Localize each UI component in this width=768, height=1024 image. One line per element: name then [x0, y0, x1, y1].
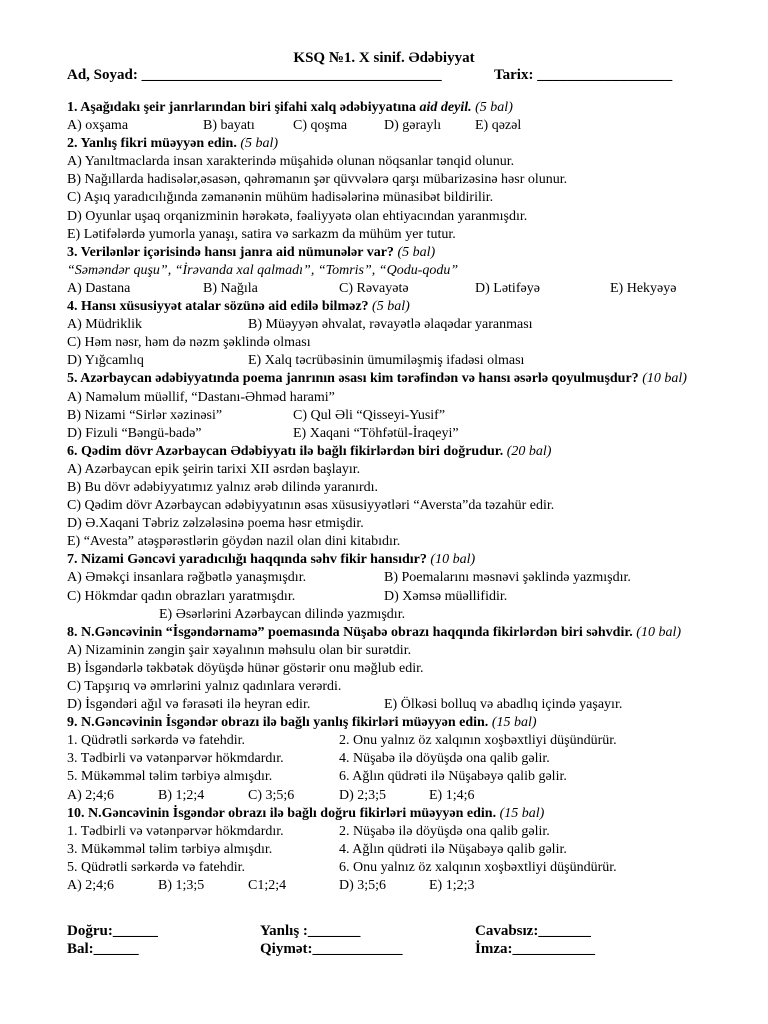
- question-2: [67, 135, 747, 153]
- question-points: (5 bal): [240, 136, 279, 152]
- option-c: C) qoşma: [293, 118, 348, 134]
- question-points: (20 bal): [506, 443, 552, 459]
- options-row: [67, 425, 747, 443]
- question-text: 10. N.Gəncəvinin İsgəndər obrazı ilə bağlı doğru fikirləri müəyyən edin.: [67, 805, 497, 821]
- statement-5: 5. Qüdrətli sərkərdə və fatehdir.: [67, 859, 246, 875]
- question-points: (5 bal): [372, 299, 410, 315]
- option-c: C) Rəvayətə: [339, 280, 409, 296]
- option-c: C) Qədim dövr Azərbaycan ədəbiyyatının əsas xüsusiyyətləri “Aversta”da təzahür edir.: [67, 498, 555, 514]
- statement-5: 5. Mükəmməl təlim tərbiyə almışdır.: [67, 769, 273, 785]
- signature-field: İmza:___________: [475, 941, 595, 957]
- question-8: [67, 624, 747, 642]
- option-d: D) Oyunlar uşaq orqanizminin hərəkətə, fəaliyyətə olan ehtiyacından yaranmışdır.: [67, 208, 528, 224]
- option-b: B) Nağıla: [203, 280, 258, 296]
- option-d: D) Ə.Xaqani Təbriz zəlzələsinə poema həsr etmişdir.: [67, 516, 364, 532]
- option-b: B) Poemalarını məsnəvi şəklində yazmışdır.: [384, 570, 631, 586]
- option-c: C) Qul Əli “Qisseyi-Yusif”: [293, 407, 446, 423]
- statements-row: [67, 823, 747, 841]
- option-b: B) 1;2;4: [158, 787, 205, 803]
- option-e: E) Xalq təcrübəsinin ümumiləşmiş ifadəsi olması: [248, 353, 525, 369]
- option-a: A) Əməkçi insanlara rəğbətlə yanaşmışdır.: [67, 570, 307, 586]
- option-a: A) Nizaminin zəngin şair xəyalının məhsulu olan bir surətdir.: [67, 642, 412, 658]
- option-a: A) Yanıltmaclarda insan xarakterində müşahidə olunan nöqsanlar tənqid olunur.: [67, 154, 515, 170]
- option-e: E) Lətifələrdə yumorla yanaşı, satira və sarkazm da mühüm yer tutur.: [67, 226, 456, 242]
- statement-3: 3. Mükəmməl təlim tərbiyə almışdır.: [67, 841, 273, 857]
- question-points: (10 bal): [636, 624, 681, 640]
- options-row: [67, 588, 747, 606]
- page-title: KSQ №1. X sinif. Ədəbiyyat: [293, 50, 475, 66]
- question-points: (10 bal): [430, 552, 476, 568]
- question-text: 9. N.Gəncəvinin İsgəndər obrazı ilə bağlı yanlış fikirləri müəyyən edin.: [67, 715, 489, 731]
- statements-row: [67, 841, 747, 859]
- grade-field: Qiymət:____________: [260, 941, 403, 957]
- question-text: 4. Hansı xüsusiyyət atalar sözünə aid edilə bilməz?: [67, 299, 369, 315]
- options-row: [67, 407, 747, 425]
- options-row: [67, 877, 747, 895]
- option-d: D) Fizuli “Bəngü-badə”: [67, 425, 202, 441]
- option-c: C) Həm nəsr, həm də nəzm şəklində olması: [67, 335, 311, 351]
- question-text: 1. Aşağıdakı şeir janrlarından biri şifahi xalq ədəbiyyatına: [67, 100, 417, 115]
- option-d: D) 3;5;6: [339, 878, 387, 894]
- options-row: [67, 352, 747, 370]
- option-a: A) 2;4;6: [67, 787, 115, 803]
- option-d: D) Lətifəyə: [475, 280, 540, 296]
- question-text: 5. Azərbaycan ədəbiyyatında poema janrının əsası kim tərəfindən və hansı əsərlə qoyulmuşdur?: [67, 371, 639, 387]
- option-a: A) Dastana: [67, 280, 131, 296]
- questions-area: [67, 99, 747, 895]
- question-points: (5 bal): [475, 100, 513, 115]
- name-field-label: Ad, Soyad: ________________________________________: [67, 67, 442, 83]
- question-points: (15 bal): [491, 715, 537, 731]
- date-field-label: Tarix: __________________: [494, 67, 673, 83]
- question-3: [67, 244, 747, 262]
- options-row: [67, 117, 747, 135]
- option-a: A) Azərbaycan epik şeirin tarixi XII əsrdən başlayır.: [67, 461, 361, 477]
- option-c: C) Tapşırıq və əmrlərini yalnız qadınlara verərdi.: [67, 679, 342, 694]
- statement-6: 6. Onu yalnız öz xalqının xoşbəxtliyi düşündürür.: [339, 859, 617, 875]
- option-a: A) Müdriklik: [67, 317, 143, 333]
- question-6: [67, 443, 747, 461]
- option-c: C) 3;5;6: [248, 787, 295, 803]
- option-a: A) oxşama: [67, 118, 129, 134]
- option-d: D) 2;3;5: [339, 787, 387, 803]
- options-row: [67, 696, 747, 714]
- statement-2: 2. Nüşabə ilə döyüşdə ona qalib gəlir.: [339, 823, 550, 839]
- option-e: E) Əsərlərini Azərbaycan dilində yazmışdır.: [159, 606, 406, 622]
- question-5: [67, 370, 747, 388]
- option-a: A) Naməlum müəllif, “Dastanı-Əhməd harami”: [67, 389, 335, 405]
- option-c: C1;2;4: [248, 878, 287, 894]
- option-a: A) 2;4;6: [67, 878, 115, 894]
- question-10: [67, 805, 747, 823]
- question-7: [67, 551, 747, 569]
- question-4: [67, 298, 747, 316]
- points-field: Bal:______: [67, 941, 139, 957]
- option-e: E) qəzəl: [475, 118, 522, 134]
- options-row: [67, 787, 747, 805]
- option-b: B) İsgəndərlə təkbətək döyüşdə hünər göstərir onu məğlub edir.: [67, 660, 424, 676]
- option-d: D) Yığcamlıq: [67, 353, 144, 369]
- question-text: 6. Qədim dövr Azərbaycan Ədəbiyyatı ilə bağlı fikirlərdən biri doğrudur.: [67, 443, 504, 459]
- option-b: B) Müəyyən əhvalat, rəvayətlə əlaqədar yaranması: [248, 317, 533, 333]
- statement-1: 1. Tədbirli və vətənpərvər hökmdardır.: [67, 823, 284, 839]
- option-e: E) 1;4;6: [429, 787, 475, 803]
- statements-row: [67, 859, 747, 877]
- option-c: C) Aşıq yaradıcılığında zəmanənin mühüm hadisələrinə münasibət bildirilir.: [67, 190, 494, 206]
- option-e: E) Ölkəsi bolluq və abadlıq içində yaşayır.: [384, 697, 623, 713]
- statement-4: 4. Ağlın qüdrəti ilə Nüşabəyə qalib gəlir.: [339, 841, 567, 857]
- question-text: 8. N.Gəncəvinin “İsgəndərnamə” poemasında Nüşabə obrazı haqqında fikirlərdən biri səhvdir.: [67, 624, 633, 640]
- option-b: B) Nağıllarda hadisələr,əsasən, qəhrəmanın şər qüvvələrə qarşı mübarizəsinə həsr olunur.: [67, 172, 568, 188]
- unanswered-count-field: Cavabsız:_______: [475, 923, 591, 939]
- question-9: [67, 714, 747, 732]
- question-1: [67, 99, 747, 117]
- question-text: 7. Nizami Gəncəvi yaradıcılığı haqqında səhv fikir hansıdır?: [67, 552, 427, 568]
- option-b: B) bayatı: [203, 118, 255, 134]
- option-d: D) İsgəndəri ağıl və fərasəti ilə heyran edir.: [67, 697, 311, 713]
- question-text: 2. Yanlış fikri müəyyən edin.: [67, 136, 237, 152]
- option-e: E) Hekyəyə: [610, 280, 677, 296]
- option-e: E) Xaqani “Töhfətül-İraqeyi”: [293, 425, 459, 441]
- option-e: E) 1;2;3: [429, 878, 475, 894]
- wrong-count-field: Yanlış :_______: [260, 923, 361, 939]
- correct-count-field: Doğru:______: [67, 923, 158, 939]
- options-row: [67, 316, 747, 334]
- option-b: B) Bu dövr ədəbiyyatımız yalnız ərəb dilində yaranırdı.: [67, 479, 379, 495]
- statements-row: [67, 750, 747, 768]
- statement-3: 3. Tədbirli və vətənpərvər hökmdardır.: [67, 751, 284, 767]
- option-b: B) Nizami “Sirlər xəzinəsi”: [67, 407, 223, 423]
- question-points: (15 bal): [499, 805, 545, 821]
- statement-2: 2. Onu yalnız öz xalqının xoşbəxtliyi düşündürür.: [339, 733, 617, 749]
- option-e: E) “Avesta” atəşpərəstlərin göydən nazil olan dini kitabıdır.: [67, 534, 401, 550]
- statements-row: [67, 732, 747, 750]
- statement-4: 4. Nüşabə ilə döyüşdə ona qalib gəlir.: [339, 751, 550, 767]
- question-examples: “Səməndər quşu”, “İrəvanda xal qalmadı”, “Tomris”, “Qodu-qodu”: [67, 262, 459, 278]
- option-b: B) 1;3;5: [158, 878, 205, 894]
- options-row: [67, 569, 747, 587]
- option-c: C) Hökmdar qadın obrazları yaratmışdır.: [67, 588, 296, 604]
- option-d: D) gəraylı: [384, 118, 442, 134]
- question-points: (5 bal): [397, 244, 436, 260]
- question-text: 3. Verilənlər içərisində hansı janra aid nümunələr var?: [67, 244, 394, 260]
- statement-1: 1. Qüdrətli sərkərdə və fatehdir.: [67, 733, 246, 749]
- option-d: D) Xəmsə müəllifidir.: [384, 588, 508, 604]
- question-emphasis: aid deyil.: [419, 100, 472, 115]
- statements-row: [67, 768, 747, 786]
- question-points: (10 bal): [642, 371, 687, 387]
- options-row: [67, 606, 747, 624]
- options-row: [67, 280, 747, 298]
- statement-6: 6. Ağlın qüdrəti ilə Nüşabəyə qalib gəlir.: [339, 769, 567, 785]
